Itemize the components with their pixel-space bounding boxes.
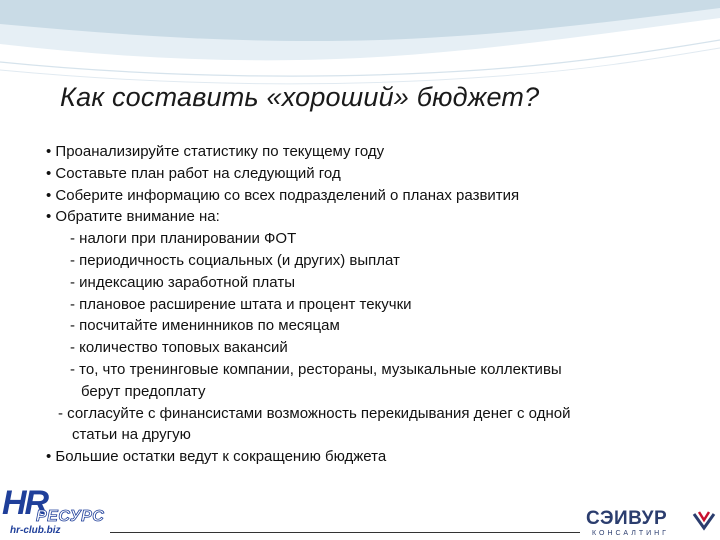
list-item: - индексацию заработной платы [70, 273, 295, 291]
hr-resurs-logo [2, 486, 117, 540]
list-item: • Соберите информацию со всех подразделений о планах развития [46, 186, 520, 204]
list-item: • Проанализируйте статистику по текущему году [46, 143, 385, 160]
seivur-logo-subtitle: КОНСАЛТИНГ [592, 530, 669, 537]
list-item: - периодичность социальных (и других) выплат [70, 251, 400, 269]
bullet-list [46, 141, 696, 468]
seivur-mark-icon [692, 510, 716, 532]
list-item: - плановое расширение штата и процент текучки [70, 295, 412, 313]
list-item: - согласуйте с финансистами возможность перекидывания денег с одной [58, 404, 571, 422]
seivur-logo-name: СЭИВУР [586, 508, 668, 529]
list-item: • Большие остатки ведут к сокращению бюджета [46, 448, 387, 466]
list-item: - налоги при планировании ФОТ [70, 230, 297, 248]
list-item: - то, что тренинговые компании, рестораны, музыкальные коллективы [70, 360, 562, 378]
list-item-continuation: статьи на другую [72, 426, 191, 444]
footer-divider [110, 532, 580, 533]
list-item: • Составьте план работ на следующий год [46, 164, 341, 182]
header-wave-decoration [0, 0, 720, 90]
slide-title: Как составить «хороший» бюджет? [60, 82, 540, 112]
list-item: • Обратите внимание на: [46, 208, 220, 226]
list-item: - посчитайте именинников по месяцам [70, 317, 340, 335]
list-item-continuation: берут предоплату [81, 382, 206, 400]
hr-logo-url: hr-club.biz [10, 525, 61, 536]
list-item: - количество топовых вакансий [70, 339, 288, 357]
seivur-logo [586, 508, 718, 540]
hr-logo-letters: HR [2, 484, 48, 522]
hr-logo-word: РЕСУРС [36, 508, 105, 525]
